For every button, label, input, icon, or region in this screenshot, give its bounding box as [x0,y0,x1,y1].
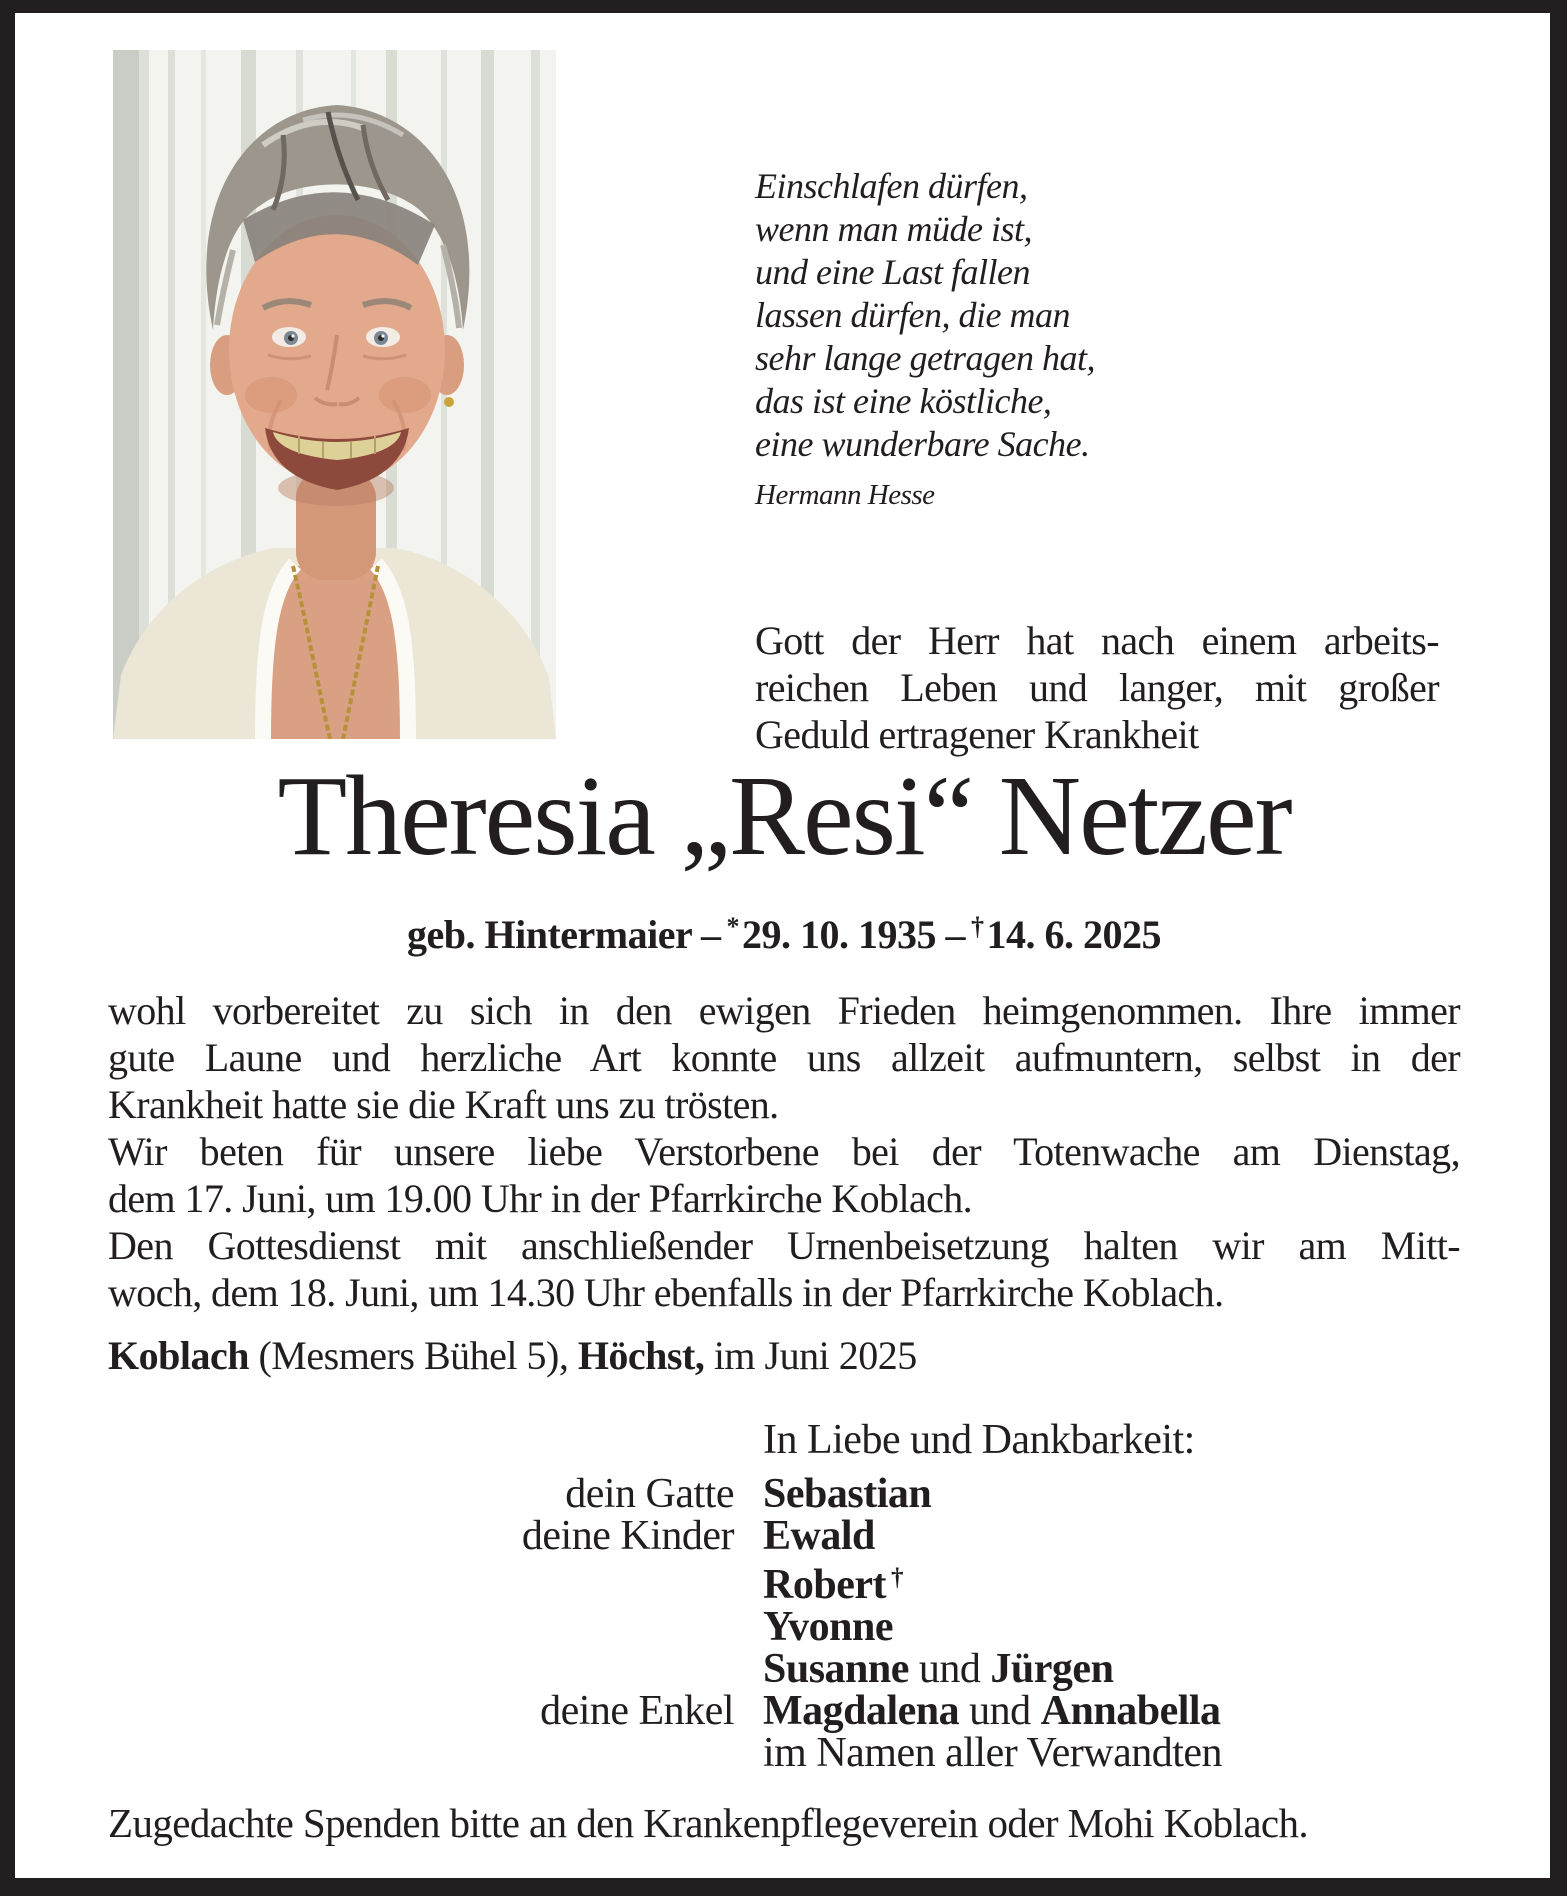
conjunction: und [969,1688,1031,1734]
place-name: Koblach [108,1333,249,1378]
family-row [108,1648,1460,1690]
paragraph-funeral: Den Gottesdienst mit anschließender Urnenbeisetzung halten wir am Mitt- woch, dem 18. Juni, um 14.30 Uhr ebenfalls in der Pfarrkirche Koblach. [108,1223,1460,1315]
family-row [108,1690,1460,1732]
earring [444,397,454,407]
mourner-name: Robert [763,1562,886,1608]
death-cross-symbol: † [971,912,984,941]
relation-label: deine Enkel [540,1688,734,1734]
family-section [108,1417,1460,1774]
poem-attribution: Hermann Hesse [755,479,935,511]
poem-quote [755,165,1095,517]
birth-date: 29. 10. 1935 [742,912,937,957]
mourner-name: Annabella [1040,1688,1221,1734]
poem-line: das ist eine köstliche, [755,381,1052,421]
relation-label: deine Kinder [521,1513,734,1559]
family-header: In Liebe und Dankbarkeit: [763,1417,1195,1463]
mourner-name: Sebastian [763,1471,932,1517]
donation-note: Zugedachte Spenden bitte an den Krankenpflegeverein oder Mohi Koblach. [108,1800,1309,1846]
relation-label [108,1606,734,1648]
place-date-line [108,1332,1460,1379]
poem-line: Einschlafen dürfen, [755,166,1028,206]
cheek-right [379,377,431,413]
maiden-name: geb. Hintermaier [406,912,692,957]
place-name-2: Höchst, [577,1333,705,1378]
family-rows [108,1473,1460,1774]
eye-right [366,327,400,347]
intro-line: Gott der Herr hat nach einem arbeits- [755,618,1439,663]
obituary-body [108,987,1460,1316]
mourner-name: Magdalena [763,1688,960,1734]
relation-label [108,1557,734,1606]
death-date: 14. 6. 2025 [986,912,1162,957]
cheek-left [245,377,297,413]
deceased-cross-symbol: † [890,1564,903,1591]
family-closing: im Namen aller Verwandten [763,1730,1223,1776]
poem-line: eine wunderbare Sache. [755,424,1090,464]
dash: – [701,912,721,957]
mourner-name: Ewald [763,1513,875,1559]
poem-line: und eine Last fallen [755,252,1030,292]
family-row [108,1515,1460,1557]
month-year: im Juni 2025 [713,1333,917,1378]
paragraph-farewell: wohl vorbereitet zu sich in den ewigen Frieden heimgenommen. Ihre immer gute Laune und herzliche Art konnte uns allzeit aufmuntern, selbst in der Krankheit hatte sie die Kraft uns zu trösten. [108,988,1460,1127]
birth-star-symbol: * [726,912,740,941]
birth-death-line [108,904,1460,958]
intro-line: reichen Leben und langer, mit großer [755,665,1439,710]
family-row [108,1732,1460,1774]
family-row [108,1557,1460,1606]
relation-label [108,1732,734,1774]
address: (Mesmers Bühel 5), [258,1333,569,1378]
dash: – [945,912,966,957]
relation-label [108,1648,734,1690]
mourner-name: Yvonne [763,1604,894,1650]
deceased-name: Theresia „Resi“ Netzer [277,752,1291,879]
intro-text [755,617,1439,758]
intro-line: Geduld ertragener Krankheit [755,712,1199,757]
family-row [108,1473,1460,1515]
relation-label: dein Gatte [565,1471,734,1517]
poem-line: wenn man müde ist, [755,209,1032,249]
paragraph-wake: Wir beten für unsere liebe Verstorbene bei der Totenwache am Dienstag, dem 17. Juni, um 19.00 Uhr in der Pfarrkirche Koblach. [108,1129,1460,1221]
portrait-photo [113,50,556,739]
poem-line: lassen dürfen, die man [755,295,1070,335]
portrait-photo-illustration [113,50,556,739]
family-row [108,1606,1460,1648]
mourner-name: Jürgen [990,1646,1114,1692]
eye-left [272,327,306,347]
mourner-name: Susanne [763,1646,909,1692]
conjunction: und [918,1646,981,1692]
poem-line: sehr lange getragen hat, [755,338,1095,378]
